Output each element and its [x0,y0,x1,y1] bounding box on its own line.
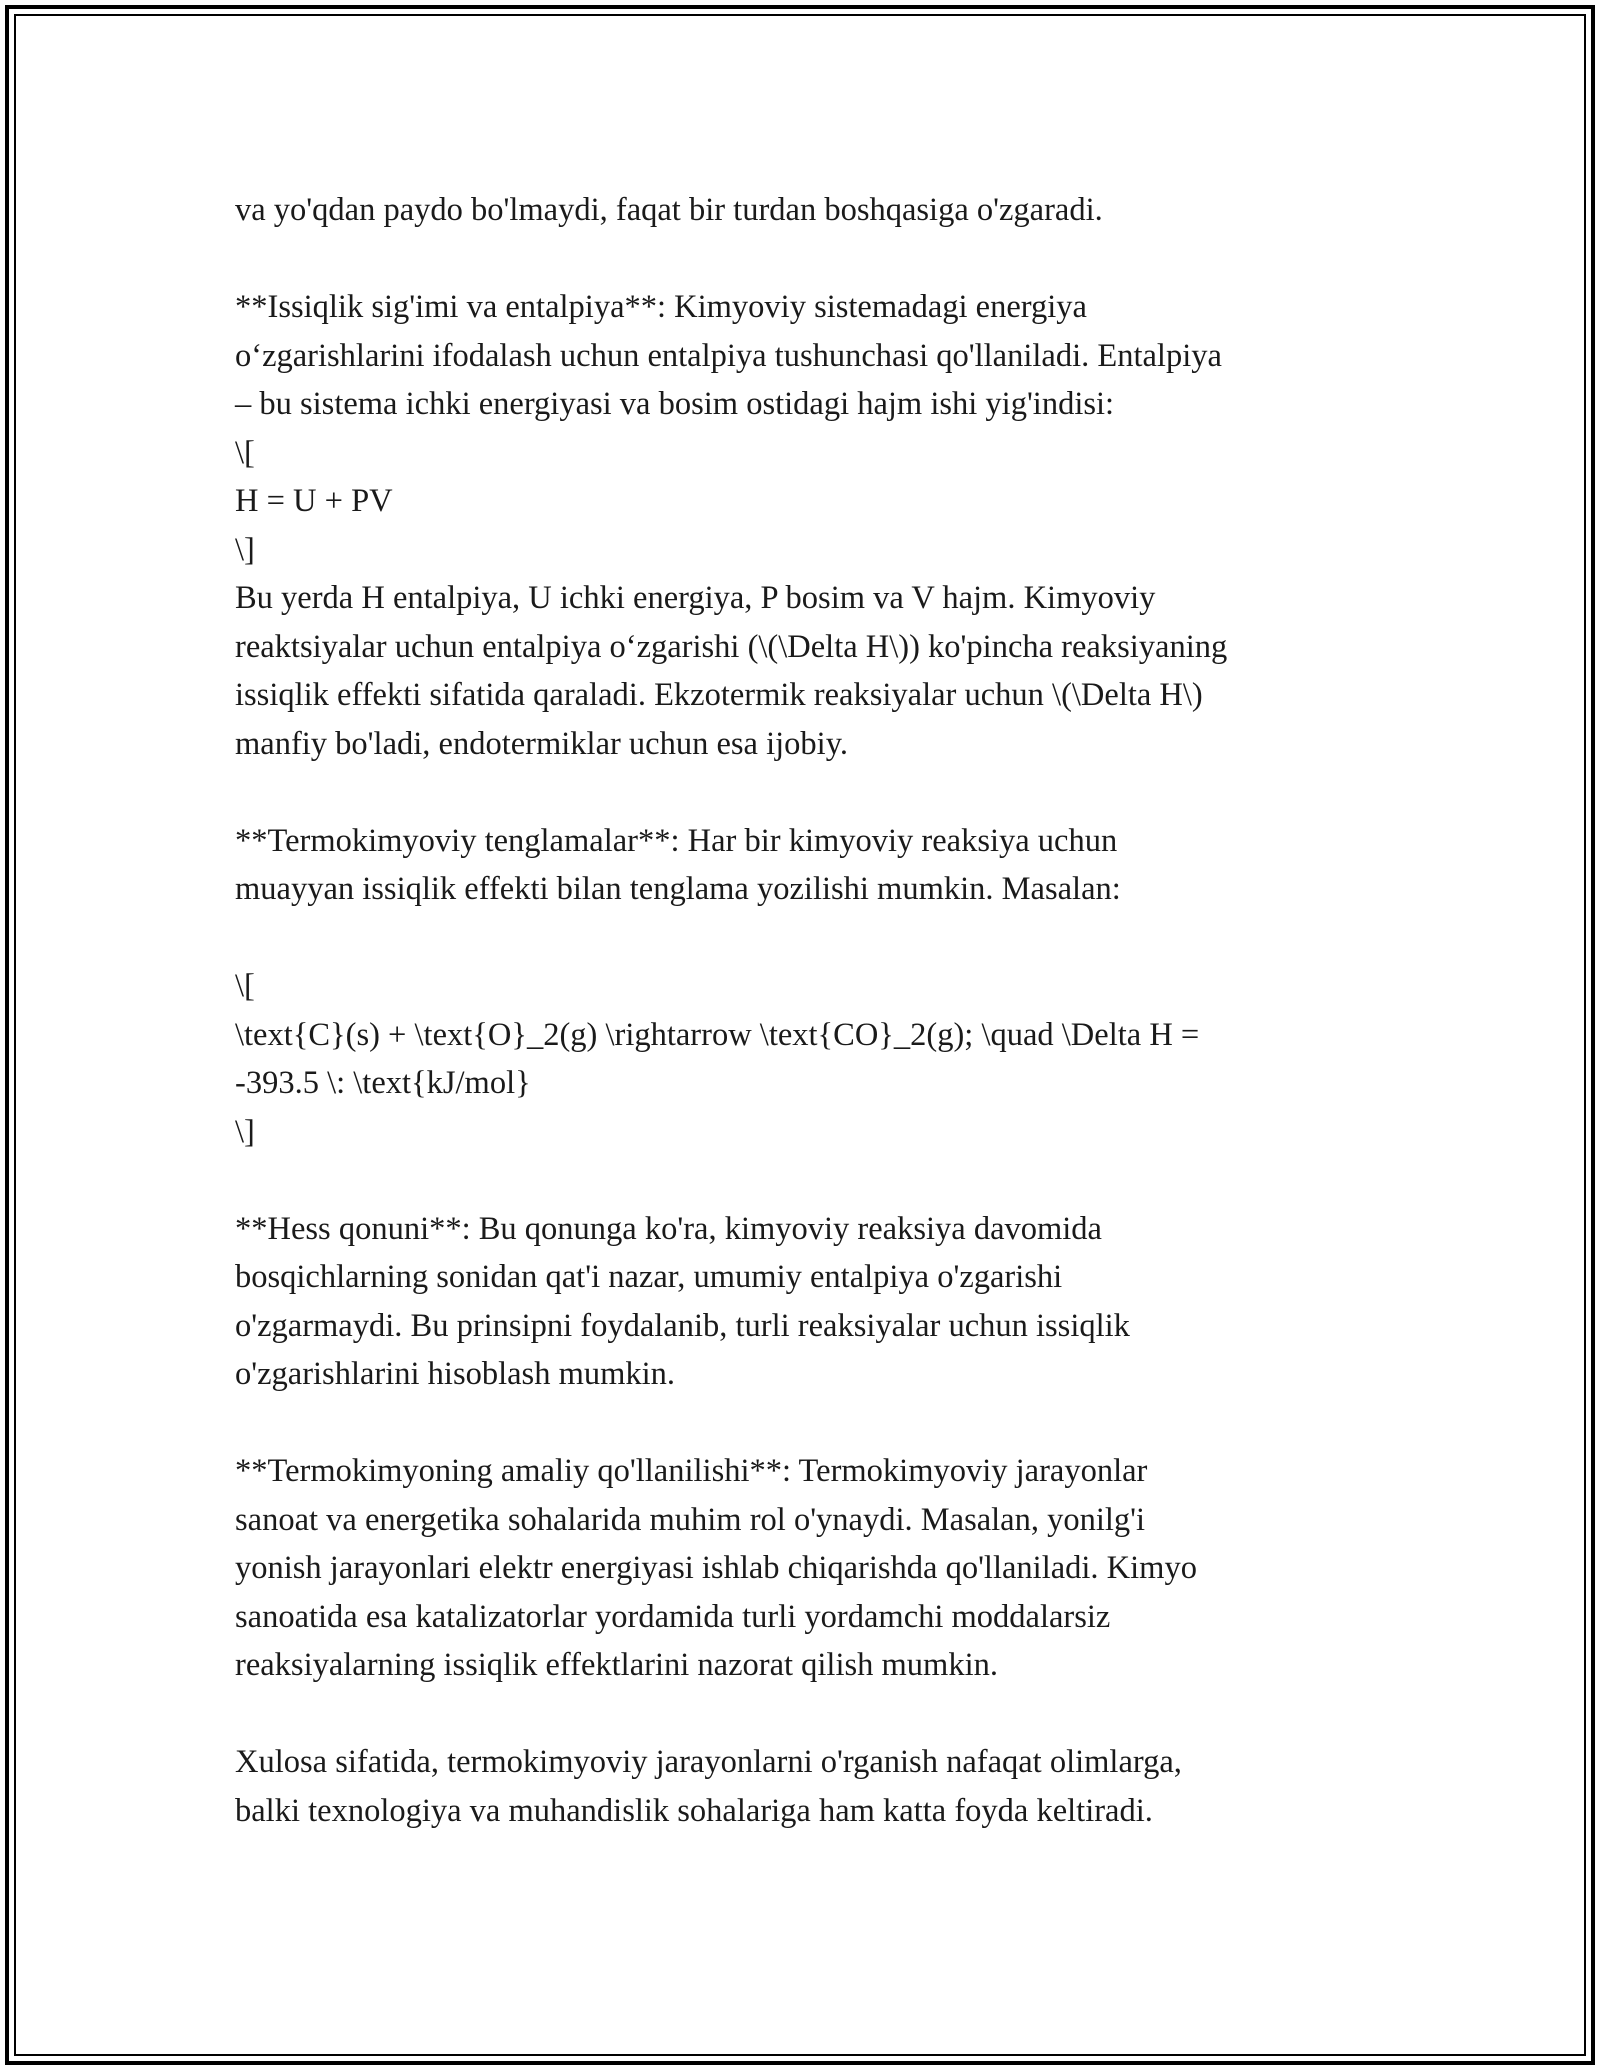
text-line: balki texnologiya va muhandislik sohalariga ham katta foyda keltiradi. [235,1792,1153,1829]
text-line: Xulosa sifatida, termokimyoviy jarayonlarni o'rganish nafaqat olimlarga, [235,1744,1182,1780]
text-line: o‘zgarishlarini ifodalash uchun entalpiya tushunchasi qo'llaniladi. Entalpiya [235,337,1222,374]
text-line: **Issiqlik sig'imi va entalpiya**: Kimyoviy sistemadagi energiya [235,289,1087,325]
text-line: \[ [235,968,255,1004]
text-line: sanoat va energetika sohalarida muhim rol o'ynaydi. Masalan, yonilg'i [235,1501,1146,1538]
text-line: o'zgarishlarini hisoblash mumkin. [235,1356,676,1392]
text-line: **Hess qonuni**: Bu qonunga ko'ra, kimyoviy reaksiya davomida [235,1210,1102,1247]
text-line: \text{C}(s) + \text{O}_2(g) \rightarrow \text{CO}_2(g); \quad \Delta H = [235,1016,1200,1053]
text-line: reaktsiyalar uchun entalpiya o‘zgarishi (\(\Delta H\)) ko'pincha reaksiyaning [235,628,1228,665]
text-line: H = U + PV [235,483,393,519]
text-line: sanoatida esa katalizatorlar yordamida turli yordamchi moddalarsiz [235,1598,1111,1635]
blank-line [235,1690,1365,1739]
text-line: -393.5 \: \text{kJ/mol} [235,1065,531,1101]
text-line: reaksiyalarning issiqlik effektlarini nazorat qilish mumkin. [235,1647,998,1683]
blank-line [235,235,1365,284]
blank-line [235,1156,1365,1205]
blank-line [235,914,1365,963]
text-line: o'zgarmaydi. Bu prinsipni foydalanib, turli reaksiyalar uchun issiqlik [235,1307,1130,1344]
text-line: **Termokimyoning amaliy qo'llanilishi**: Termokimyoviy jarayonlar [235,1453,1148,1489]
text-line: issiqlik effekti sifatida qaraladi. Ekzotermik reaksiyalar uchun \(\Delta H\) [235,677,1203,713]
text-line: manfiy bo'ladi, endotermiklar uchun esa ijobiy. [235,725,848,762]
text-line: Bu yerda H entalpiya, U ichki energiya, P bosim va V hajm. Kimyoviy [235,580,1156,616]
text-line: yonish jarayonlari elektr energiyasi ishlab chiqarishda qo'llaniladi. Kimyo [235,1550,1197,1586]
text-line: – bu sistema ichki energiyasi va bosim ostidagi hajm ishi yig'indisi: [235,386,1115,422]
text-line: bosqichlarning sonidan qat'i nazar, umumiy entalpiya o'zgarishi [235,1259,1063,1295]
document-body [235,186,1365,1835]
text-line: va yo'qdan paydo bo'lmaydi, faqat bir turdan boshqasiga o'zgaradi. [235,192,1103,228]
blank-line [235,768,1365,817]
text-line: \[ [235,434,255,471]
text-line: \] [235,1113,255,1150]
text-line: **Termokimyoviy tenglamalar**: Har bir kimyoviy reaksiya uchun [235,822,1118,859]
text-line: \] [235,531,255,568]
text-line: muayyan issiqlik effekti bilan tenglama yozilishi mumkin. Masalan: [235,871,1121,907]
blank-line [235,1399,1365,1448]
